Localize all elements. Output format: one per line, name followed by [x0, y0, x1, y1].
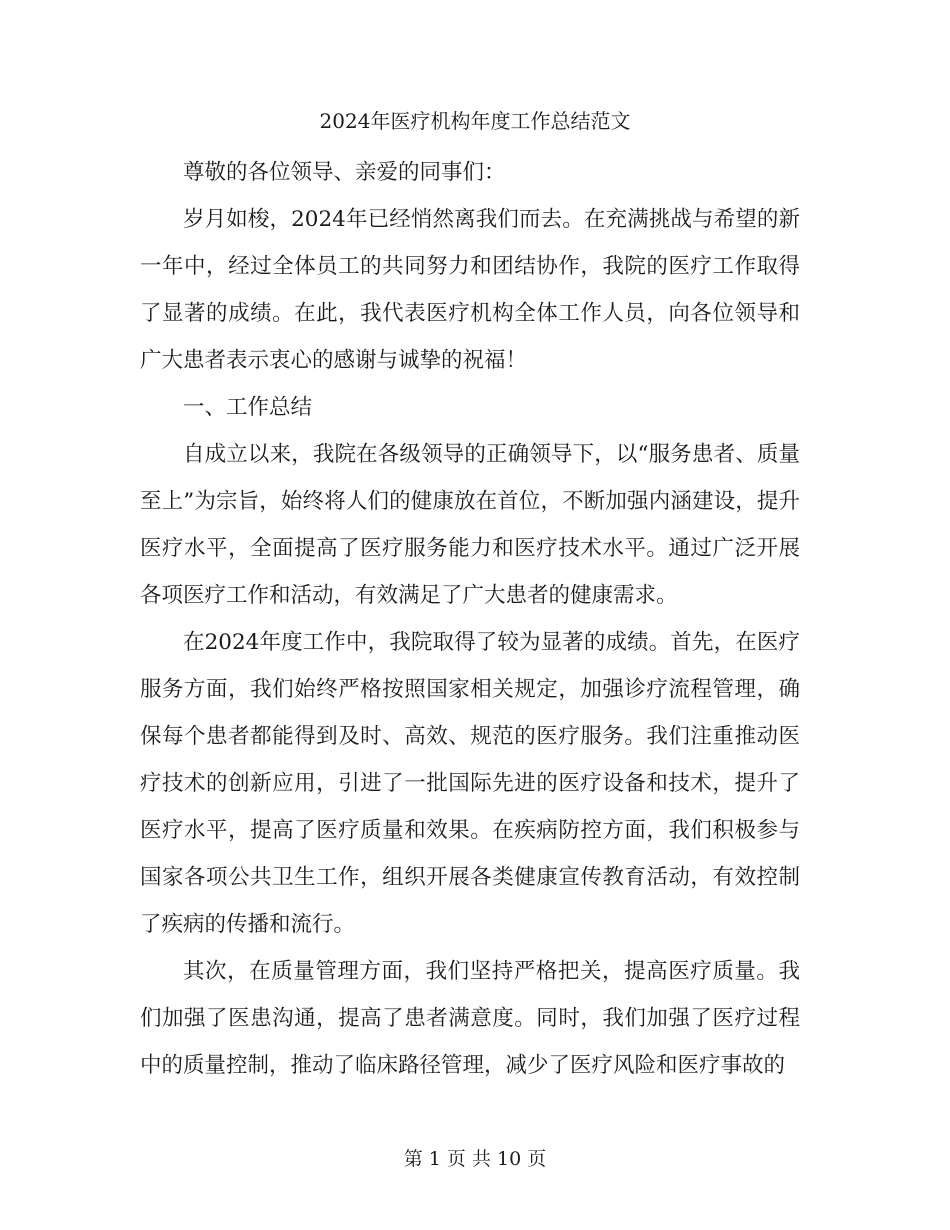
summary-paragraph: 自成立以来，我院在各级领导的正确领导下，以“服务患者、质量至上”为宗旨，始终将人们的健康放在首位，不断加强内涵建设，提升医疗水平，全面提高了医疗服务能力和医疗技术水平。通过广泛开展各项医疗工作和活动，有效满足了广大患者的健康需求。 — [140, 442, 800, 608]
page-number-footer: 第 1 页 共 10 页 — [403, 1148, 547, 1170]
salutation-paragraph: 尊敬的各位领导、亲爱的同事们： — [183, 160, 506, 185]
intro-paragraph: 岁月如梭，2024年已经悄然离我们而去。在充满挑战与希望的新一年中，经过全体员工的共同努力和团结协作，我院的医疗工作取得了显著的成绩。在此，我代表医疗机构全体工作人员，向各位领导和广大患者表示衷心的感谢与诚挚的祝福！ — [140, 207, 800, 373]
section-heading: 一、工作总结 — [183, 395, 313, 420]
achievements-paragraph: 在2024年度工作中，我院取得了较为显著的成绩。首先，在医疗服务方面，我们始终严格按照国家相关规定，加强诊疗流程管理，确保每个患者都能得到及时、高效、规范的医疗服务。我们注重推动医疗技术的创新应用，引进了一批国际先进的医疗设备和技术，提升了医疗水平，提高了医疗质量和效果。在疾病防控方面，我们积极参与国家各项公共卫生工作，组织开展各类健康宣传教育活动，有效控制了疾病的传播和流行。 — [140, 630, 800, 937]
document-title: 2024年医疗机构年度工作总结范文 — [319, 109, 631, 133]
quality-paragraph: 其次，在质量管理方面，我们坚持严格把关，提高医疗质量。我们加强了医患沟通，提高了患者满意度。同时，我们加强了医疗过程中的质量控制，推动了临床路径管理，减少了医疗风险和医疗事故的 — [140, 959, 800, 1078]
document-body — [140, 149, 800, 1089]
